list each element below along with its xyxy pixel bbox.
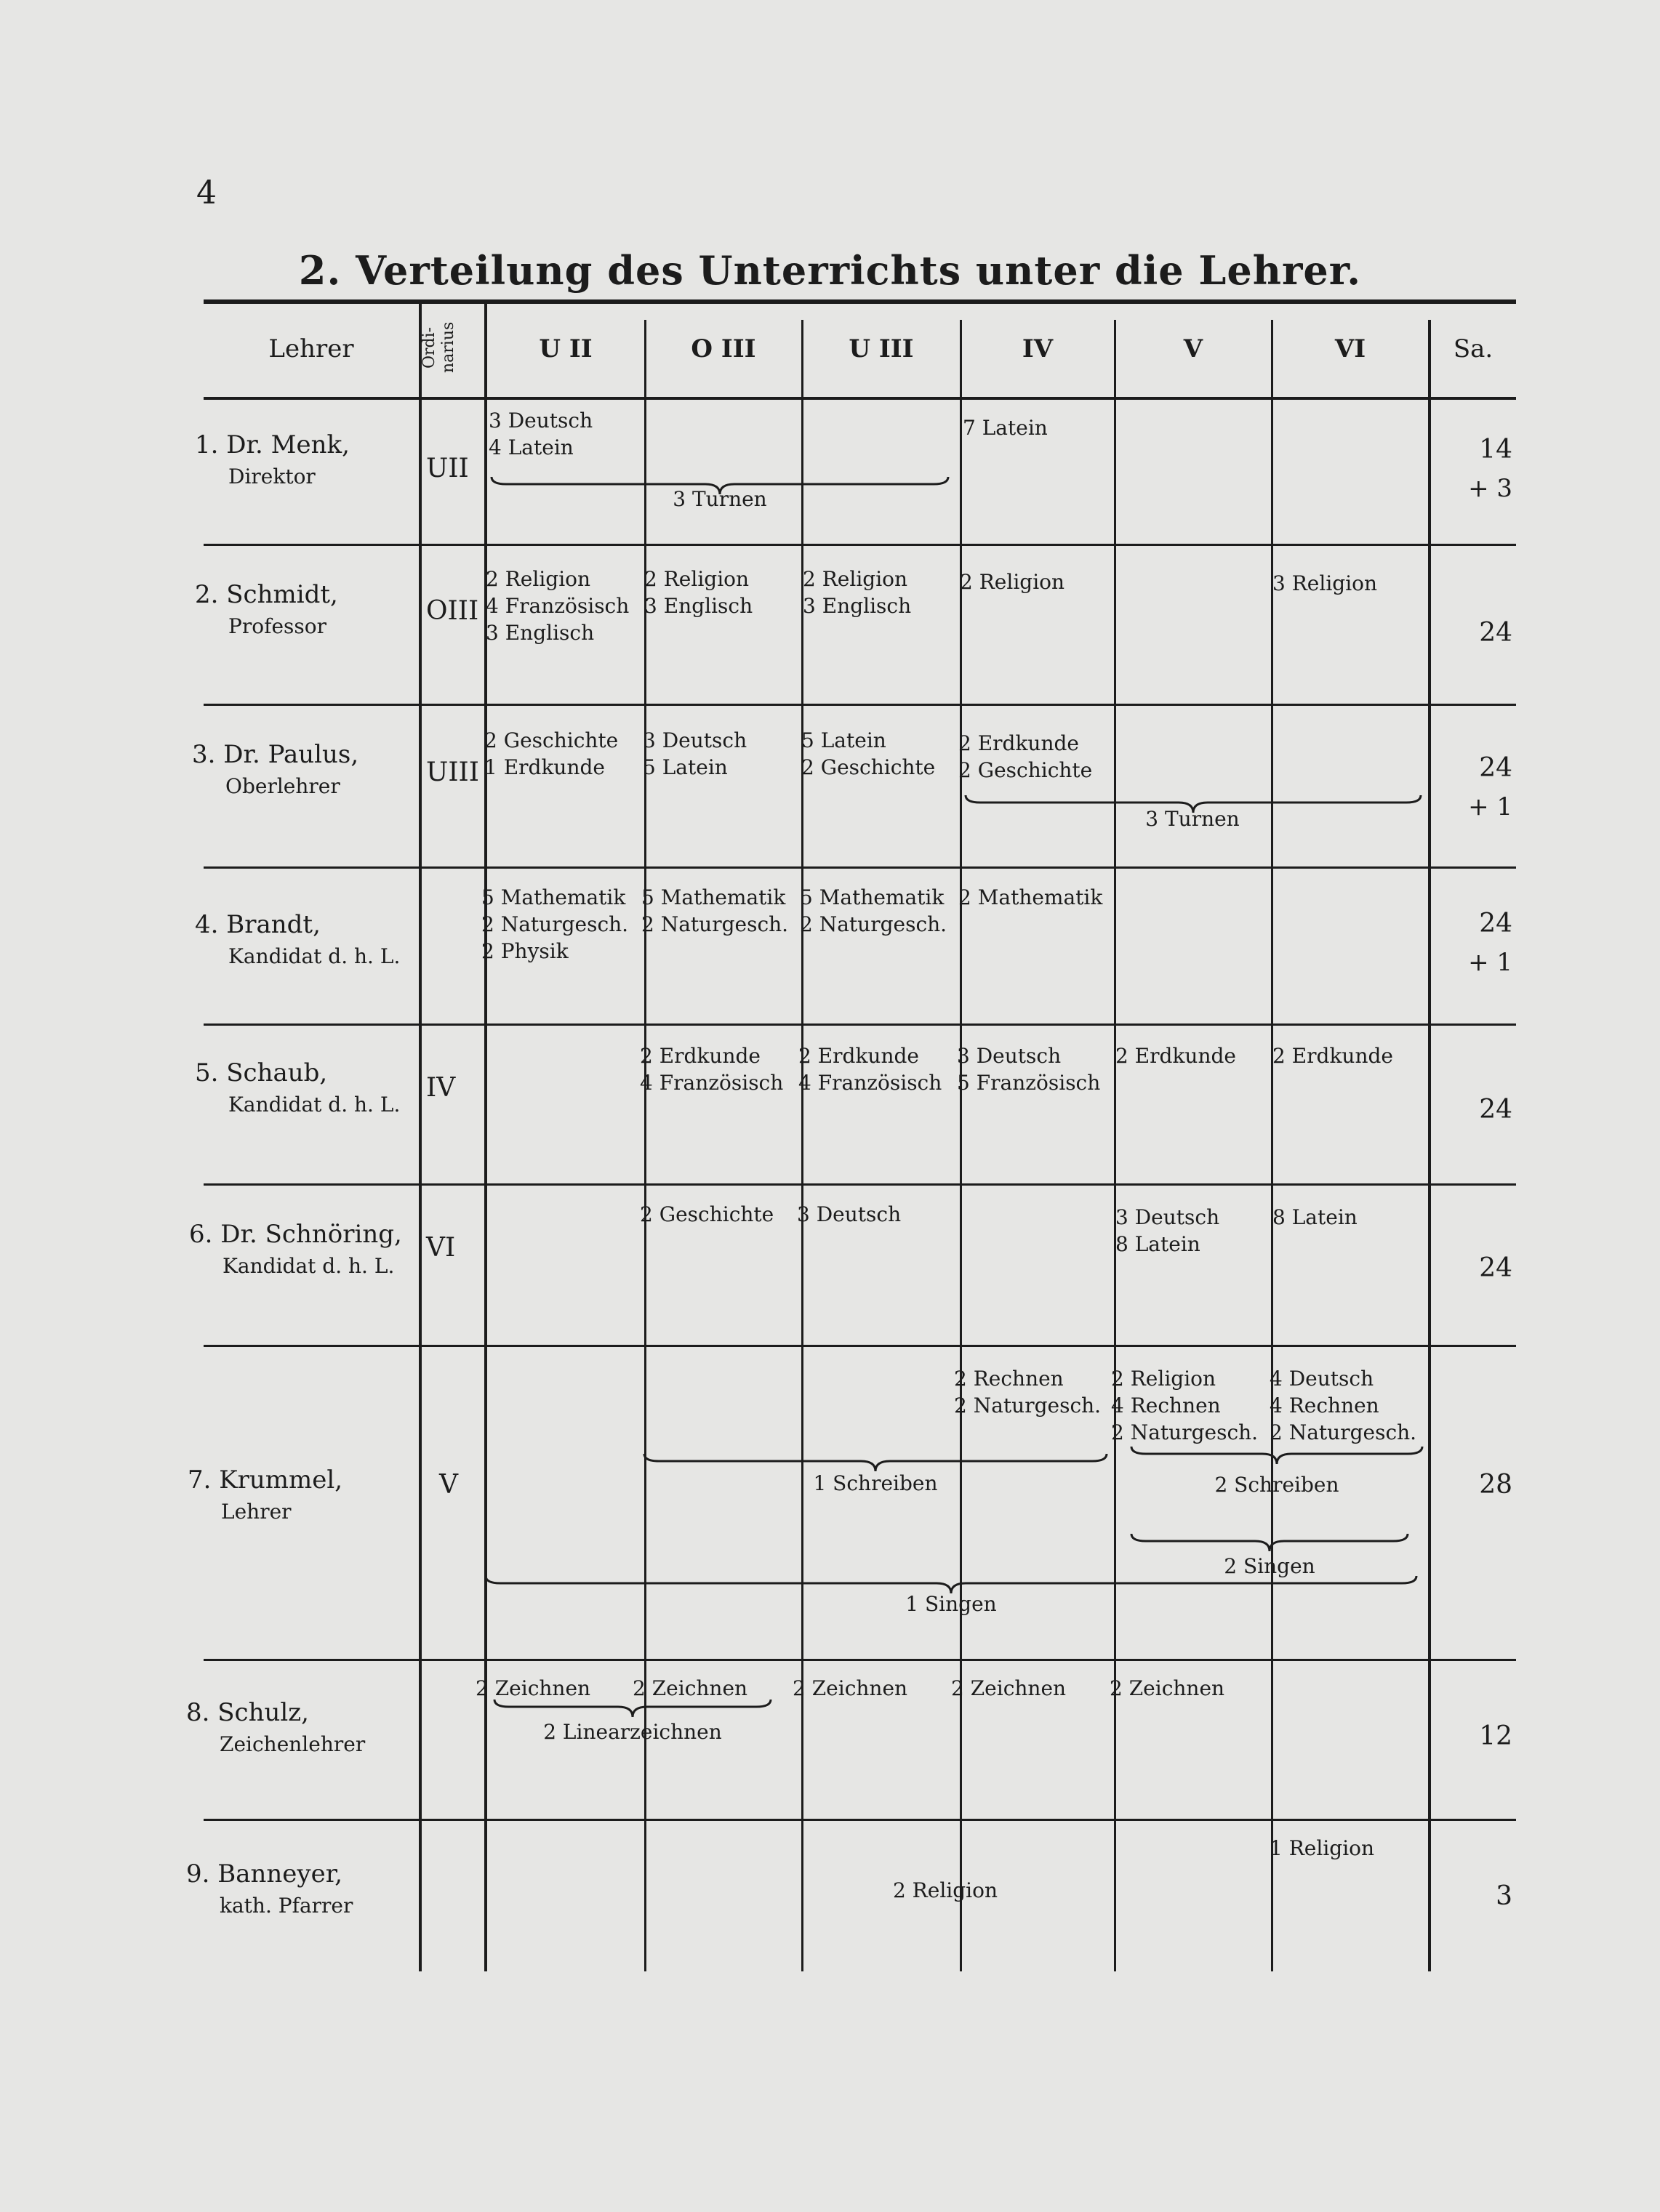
teacher-name-text: 1. Dr. Menk, <box>195 430 350 459</box>
header-class-v: V <box>1183 334 1203 363</box>
lesson-cell: 3 Deutsch <box>797 1202 902 1226</box>
hours-total: 3 <box>1496 1881 1512 1911</box>
lesson-cell: 2 Religion 4 Französisch 3 Englisch <box>486 567 630 645</box>
ordinarius-class: UIII <box>426 757 480 787</box>
ordinarius-class: OIII <box>426 596 479 626</box>
lesson-cell: 2 Religion 3 Englisch <box>644 567 753 618</box>
row-divider <box>204 1659 1516 1661</box>
teacher-name <box>188 1464 342 1528</box>
column-line <box>1428 320 1431 1971</box>
span-label: 2 Singen <box>1224 1554 1315 1578</box>
teacher-name <box>195 579 338 643</box>
teacher-role: Oberlehrer <box>225 774 340 798</box>
lesson-cell: 2 Zeichnen <box>951 1676 1067 1700</box>
lesson-cell: 5 Latein 2 Geschichte <box>801 728 936 779</box>
teacher-name-text: 6. Dr. Schnöring, <box>189 1220 402 1249</box>
teacher-name <box>189 1218 402 1282</box>
lesson-cell: 2 Mathematik <box>958 885 1103 909</box>
lesson-cell: 5 Mathematik 2 Naturgesch. <box>800 885 947 936</box>
hours-total: 24 <box>1479 753 1512 783</box>
page-number: 4 <box>196 174 217 212</box>
lesson-cell: 2 Religion 3 Englisch <box>803 567 912 618</box>
teacher-name-text: 5. Schaub, <box>195 1058 328 1087</box>
teacher-role: Kandidat d. h. L. <box>222 1254 395 1278</box>
ordinarius-class: V <box>439 1470 458 1500</box>
column-line <box>419 304 422 1971</box>
teacher-role: Zeichenlehrer <box>220 1732 366 1756</box>
teacher-role: Lehrer <box>221 1500 292 1524</box>
lesson-cell: 5 Mathematik 2 Naturgesch. <box>641 885 789 936</box>
lesson-cell: 2 Zeichnen <box>1110 1676 1225 1700</box>
lesson-cell: 2 Geschichte 1 Erdkunde <box>484 728 619 779</box>
hours-total: 24 <box>1479 1253 1512 1283</box>
teacher-name-text: 8. Schulz, <box>186 1698 309 1727</box>
hours-total: 28 <box>1479 1470 1512 1500</box>
teacher-name-text: 4. Brandt, <box>195 910 321 939</box>
row-divider <box>204 1183 1516 1186</box>
header-bottom-rule <box>204 397 1516 400</box>
lesson-cell: 3 Religion <box>1272 571 1378 595</box>
hours-extra: + 1 <box>1468 792 1512 821</box>
teacher-name <box>192 739 358 803</box>
teacher-name-text: 2. Schmidt, <box>195 580 338 609</box>
teacher-role: Direktor <box>228 464 316 488</box>
header-sum: Sa. <box>1453 334 1493 363</box>
column-line <box>1114 320 1116 1971</box>
lesson-cell: 2 Zeichnen <box>793 1676 908 1700</box>
header-ordinarius: Ordi-narius <box>420 321 457 374</box>
lesson-cell: 2 Zeichnen <box>476 1676 591 1700</box>
span-label: 2 Linearzeichnen <box>543 1720 722 1744</box>
row-divider <box>204 704 1516 706</box>
header-class-vi: VI <box>1334 334 1366 363</box>
teacher-role: kath. Pfarrer <box>220 1894 353 1918</box>
row-divider <box>204 1023 1516 1026</box>
lesson-cell: 2 Religion <box>960 570 1065 594</box>
header-class-uiii: U III <box>849 334 914 363</box>
lesson-cell: 2 Erdkunde 4 Französisch <box>640 1044 784 1095</box>
lesson-cell: 5 Mathematik 2 Naturgesch. 2 Physik <box>481 885 629 963</box>
teacher-name <box>195 909 400 973</box>
hours-total: 12 <box>1479 1721 1512 1751</box>
lesson-cell: 3 Deutsch 4 Latein <box>489 409 593 459</box>
teacher-name <box>186 1697 365 1761</box>
lesson-cell: 3 Deutsch 5 Französisch <box>957 1044 1101 1095</box>
lesson-cell: 8 Latein <box>1272 1205 1358 1229</box>
teacher-name-text: 3. Dr. Paulus, <box>192 740 359 769</box>
span-label: 1 Singen <box>905 1592 997 1616</box>
column-line <box>1271 320 1273 1971</box>
header-teacher: Lehrer <box>268 334 354 363</box>
lesson-cell: 2 Religion 4 Rechnen 2 Naturgesch. <box>1111 1367 1259 1444</box>
page-title: 2. Verteilung des Unterrichts unter die Lehrer. <box>298 247 1362 294</box>
teacher-role: Professor <box>228 614 326 638</box>
ordinarius-class: VI <box>426 1233 456 1263</box>
lesson-cell: 3 Deutsch 5 Latein <box>643 728 747 779</box>
column-line <box>960 320 962 1971</box>
teacher-role: Kandidat d. h. L. <box>228 1093 401 1117</box>
lesson-cell: 2 Erdkunde <box>1272 1044 1393 1068</box>
teacher-name-text: 7. Krummel, <box>188 1465 343 1495</box>
hours-total: 14 <box>1479 435 1512 464</box>
span-label: 3 Turnen <box>1145 807 1240 831</box>
column-line <box>484 304 487 1971</box>
lesson-cell: 2 Zeichnen <box>633 1676 748 1700</box>
lesson-cell: 2 Erdkunde <box>1115 1044 1236 1068</box>
span-label: 3 Turnen <box>673 487 767 511</box>
hours-total: 24 <box>1479 1095 1512 1125</box>
row-divider <box>204 544 1516 546</box>
hours-total: 24 <box>1479 618 1512 648</box>
lesson-cell: 7 Latein <box>963 416 1048 440</box>
header-class-iv: IV <box>1022 334 1054 363</box>
lesson-cell: 2 Erdkunde 4 Französisch <box>798 1044 942 1095</box>
span-label: 1 Schreiben <box>813 1471 938 1495</box>
lesson-cell: 2 Geschichte <box>640 1202 774 1226</box>
table-top-rule <box>204 299 1516 304</box>
header-class-uii: U II <box>539 334 593 363</box>
span-brace <box>494 1700 771 1721</box>
lesson-cell: 1 Religion <box>1270 1836 1375 1860</box>
teacher-name-text: 9. Banneyer, <box>186 1859 343 1889</box>
teacher-name <box>186 1858 353 1922</box>
row-divider <box>204 1819 1516 1821</box>
hours-extra: + 1 <box>1468 948 1512 977</box>
row-divider <box>204 866 1516 869</box>
teacher-role: Kandidat d. h. L. <box>228 944 401 968</box>
span-label: 2 Schreiben <box>1214 1473 1339 1497</box>
row-divider <box>204 1345 1516 1347</box>
ordinarius-class: UII <box>426 454 469 483</box>
lesson-cell: 2 Rechnen 2 Naturgesch. <box>954 1367 1102 1417</box>
lesson-cell: 3 Deutsch 8 Latein <box>1115 1205 1220 1256</box>
hours-extra: + 3 <box>1468 474 1512 503</box>
span-label: 2 Religion <box>892 1878 998 1902</box>
span-brace <box>1131 1447 1422 1468</box>
ordinarius-class: IV <box>426 1073 456 1103</box>
lesson-cell: 4 Deutsch 4 Rechnen 2 Naturgesch. <box>1270 1367 1417 1444</box>
span-brace <box>1131 1534 1408 1556</box>
teacher-name <box>195 429 350 493</box>
hours-total: 24 <box>1479 909 1512 938</box>
teacher-name <box>195 1057 400 1121</box>
lesson-cell: 2 Erdkunde 2 Geschichte <box>958 731 1093 782</box>
header-class-oiii: O III <box>691 334 756 363</box>
